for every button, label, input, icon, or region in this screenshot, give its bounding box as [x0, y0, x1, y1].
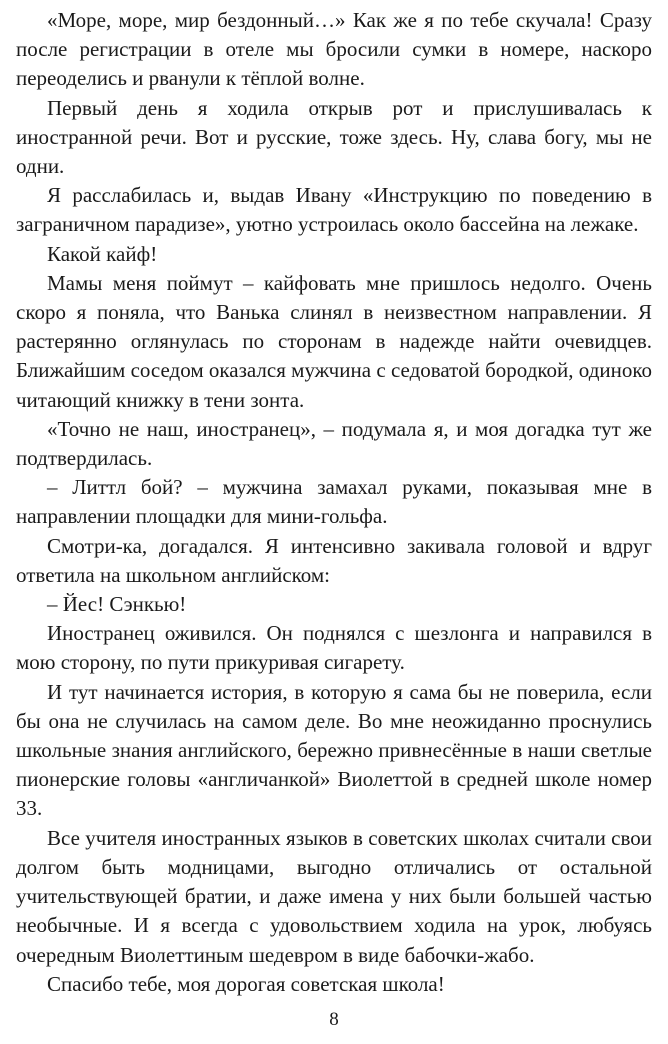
paragraph-4: Какой кайф!: [47, 241, 158, 266]
paragraph-7: – Литтл бой? – мужчина замахал руками, показывая мне в направлении площадки для мини-гольфа.: [16, 475, 652, 529]
paragraph-9: – Йес! Сэнкью!: [47, 592, 187, 617]
page-number: 8: [329, 1009, 339, 1030]
paragraph-1: «Море, море, мир бездонный…» Как же я по тебе скучала! Сразу после регистрации в отеле мы бросили сумки в номере, наскоро переоделись и рванули к тёплой волне.: [16, 8, 652, 91]
paragraph-2: Первый день я ходила открыв рот и прислушивалась к иностранной речи. Вот и русские, тоже здесь. Ну, слава богу, мы не одни.: [16, 95, 652, 179]
paragraph-11: И тут начинается история, в которую я сама бы не поверила, если бы она не случилась на самом деле. Во мне неожиданно проснулись школьные знания английского, бережно привнесённые в наши светлые пионерские головы «англичанкой» Виолеттой в средней школе номер 33.: [16, 679, 652, 821]
page-body: [16, 6, 652, 999]
paragraph-13: Спасибо тебе, моя дорогая советская школа!: [47, 971, 445, 996]
paragraph-12: Все учителя иностранных языков в советских школах считали свои долгом быть модницами, выгодно отличались от остальной учительствующей братии, и даже имена у них были большей частью необычные. И я всегда с удовольствием ходила на урок, любуясь очередным Виолеттиным шедевром в виде бабочки-жабо.: [16, 825, 652, 967]
paragraph-8: Смотри-ка, догадался. Я интенсивно закивала головой и вдруг ответила на школьном английском:: [16, 533, 652, 587]
paragraph-10: Иностранец оживился. Он поднялся с шезлонга и направился в мою сторону, по пути прикуривая сигарету.: [16, 621, 652, 675]
paragraph-5: Мамы меня поймут – кайфовать мне пришлось недолго. Очень скоро я поняла, что Ванька слинял в неизвестном направлении. Я растерянно оглянулась по сторонам в надежде найти очевидцев. Ближайшим соседом оказался мужчина с седоватой бородкой, одиноко читающий книжку в тени зонта.: [16, 270, 652, 412]
paragraph-3: Я расслабилась и, выдав Ивану «Инструкцию по поведению в заграничном парадизе», уютно устроилась около бассейна на лежаке.: [16, 183, 652, 237]
paragraph-6: «Точно не наш, иностранец», – подумала я, и моя догадка тут же подтвердилась.: [16, 416, 652, 471]
